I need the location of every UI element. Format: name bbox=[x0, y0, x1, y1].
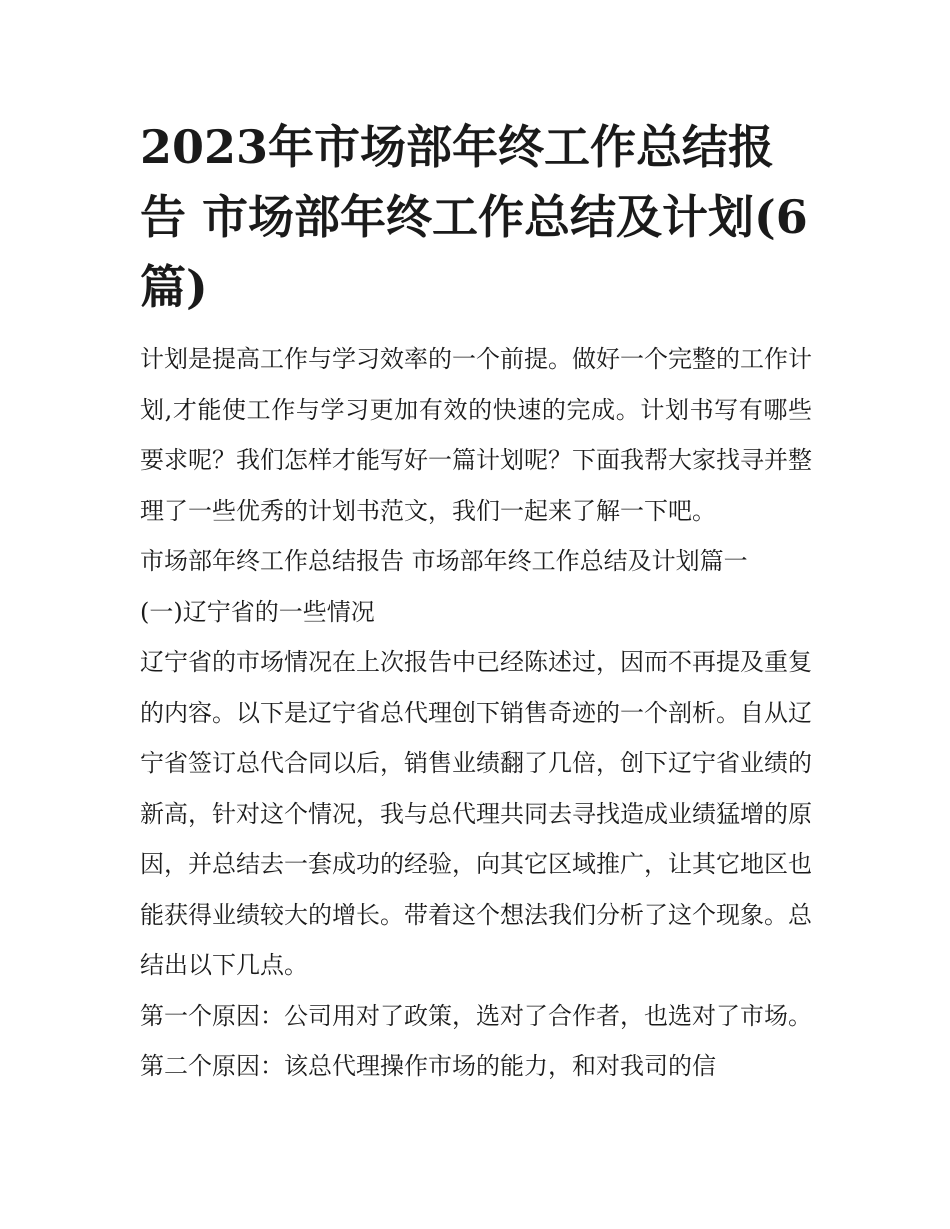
document-body bbox=[140, 112, 812, 1092]
subsection-heading: (一)辽宁省的一些情况 bbox=[140, 597, 375, 626]
intro-paragraph: 计划是提高工作与学习效率的一个前提。做好一个完整的工作计划,才能使工作与学习更加有效的快速的完成。计划书写有哪些要求呢？我们怎样才能写好一篇计划呢？下面我帮大家找寻并整理了一些优秀的计划书范文，我们一起来了解一下吧。 bbox=[140, 345, 812, 525]
section-heading: 市场部年终工作总结报告 市场部年终工作总结及计划篇一 bbox=[140, 547, 748, 575]
body-paragraph: 辽宁省的市场情况在上次报告中已经陈述过，因而不再提及重复的内容。以下是辽宁省总代理创下销售奇迹的一个剖析。自从辽宁省签订总代合同以后，销售业绩翻了几倍，创下辽宁省业绩的新高，针对这个情况，我与总代理共同去寻找造成业绩猛增的原因，并总结去一套成功的经验，向其它区域推广，让其它地区也能获得业绩较大的增长。带着这个想法我们分析了这个现象。总结出以下几点。 bbox=[140, 648, 812, 979]
document-title: 2023年市场部年终工作总结报告 市场部年终工作总结及计划(6篇) bbox=[140, 120, 808, 314]
body-paragraph: 第一个原因：公司用对了政策，选对了合作者，也选对了市场。 第二个原因：该总代理操作市场的能力，和对我司的信 bbox=[140, 1001, 812, 1080]
